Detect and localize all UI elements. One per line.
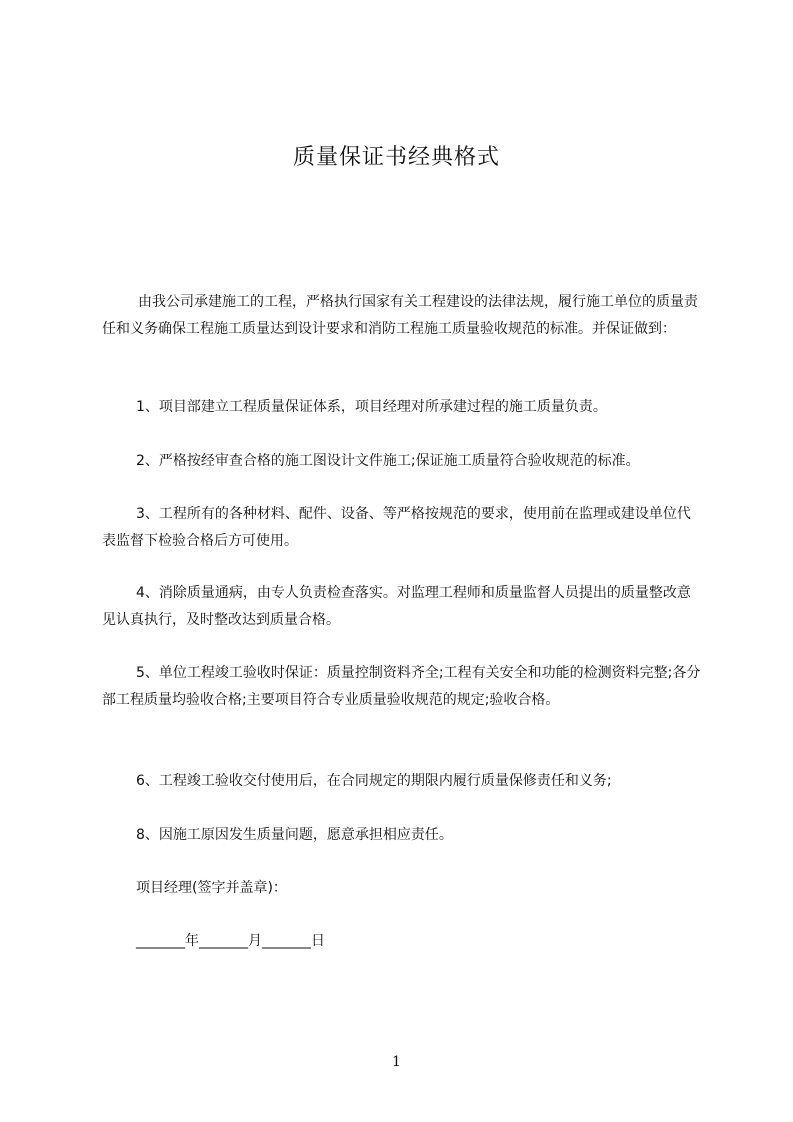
date-line: _______年_______月_______日	[136, 933, 325, 949]
list-item: 6、工程竣工验收交付使用后，在合同规定的期限内履行质量保修责任和义务;	[136, 773, 612, 789]
document-title: 质量保证书经典格式	[292, 145, 500, 170]
intro-paragraph: 由我公司承建施工的工程，严格执行国家有关工程建设的法律法规，履行施工单位的质量责任和义务确保工程施工质量达到设计要求和消防工程施工质量验收规范的标准。并保证做到：	[102, 294, 698, 337]
list-item: 5、单位工程竣工验收时保证：质量控制资料齐全;工程有关安全和功能的检测资料完整;各分部工程质量均验收合格;主要项目符合专业质量验收规范的规定;验收合格。	[102, 665, 701, 708]
page-number: 1	[392, 1054, 401, 1070]
signature-label: 项目经理(签字并盖章)：	[136, 880, 287, 896]
list-item: 8、因施工原因发生质量问题，愿意承担相应责任。	[136, 827, 453, 843]
list-item: 2、严格按经审查合格的施工图设计文件施工;保证施工质量符合验收规范的标准。	[136, 453, 640, 469]
list-item: 1、项目部建立工程质量保证体系，项目经理对所承建过程的施工质量负责。	[136, 399, 607, 415]
list-item: 3、工程所有的各种材料、配件、设备、等严格按规范的要求，使用前在监理或建设单位代表监督下检验合格后方可使用。	[102, 506, 691, 549]
list-item: 4、消除质量通病，由专人负责检查落实。对监理工程师和质量监督人员提出的质量整改意见认真执行，及时整改达到质量合格。	[102, 585, 691, 628]
